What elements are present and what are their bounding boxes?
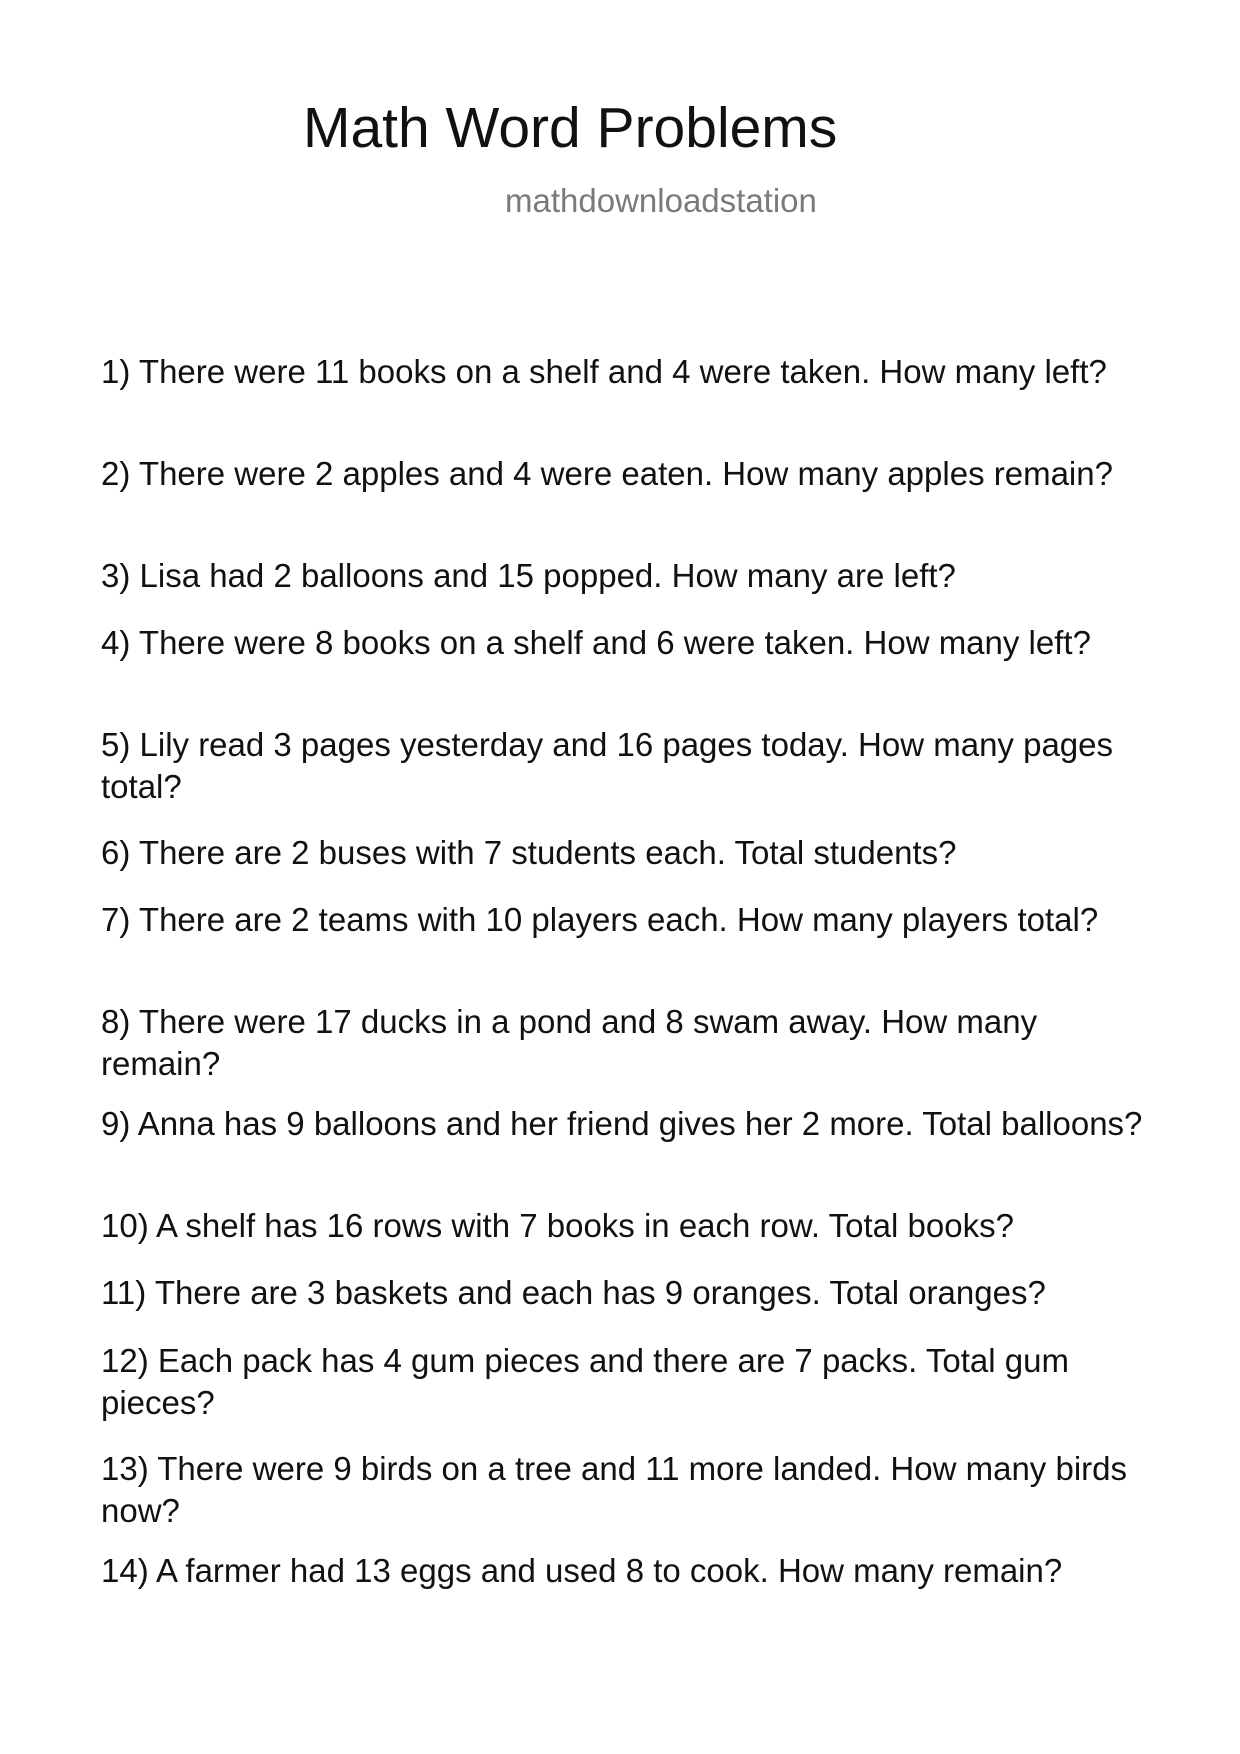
problem-14: 14) A farmer had 13 eggs and used 8 to cook. How many remain? (101, 1552, 1063, 1589)
problem-3: 3) Lisa had 2 balloons and 15 popped. How many are left? (101, 557, 956, 594)
problem-11: 11) There are 3 baskets and each has 9 oranges. Total oranges? (101, 1274, 1046, 1311)
problem-12: 12) Each pack has 4 gum pieces and there are 7 packs. Total gum pieces? (101, 1342, 1069, 1421)
problem-9: 9) Anna has 9 balloons and her friend gives her 2 more. Total balloons? (101, 1105, 1143, 1142)
problem-1: 1) There were 11 books on a shelf and 4 were taken. How many left? (101, 353, 1107, 390)
problem-10: 10) A shelf has 16 rows with 7 books in each row. Total books? (101, 1207, 1014, 1244)
problem-13: 13) There were 9 birds on a tree and 11 more landed. How many birds now? (101, 1450, 1127, 1529)
problem-5: 5) Lily read 3 pages yesterday and 16 pages today. How many pages total? (101, 726, 1114, 805)
page-subtitle: mathdownloadstation (505, 182, 817, 219)
problem-2: 2) There were 2 apples and 4 were eaten. How many apples remain? (101, 455, 1113, 492)
problem-4: 4) There were 8 books on a shelf and 6 were taken. How many left? (101, 624, 1091, 661)
page-title: Math Word Problems (303, 96, 838, 160)
problem-6: 6) There are 2 buses with 7 students each. Total students? (101, 834, 957, 871)
problem-8: 8) There were 17 ducks in a pond and 8 swam away. How many remain? (101, 1003, 1038, 1082)
problem-7: 7) There are 2 teams with 10 players each. How many players total? (101, 901, 1099, 938)
